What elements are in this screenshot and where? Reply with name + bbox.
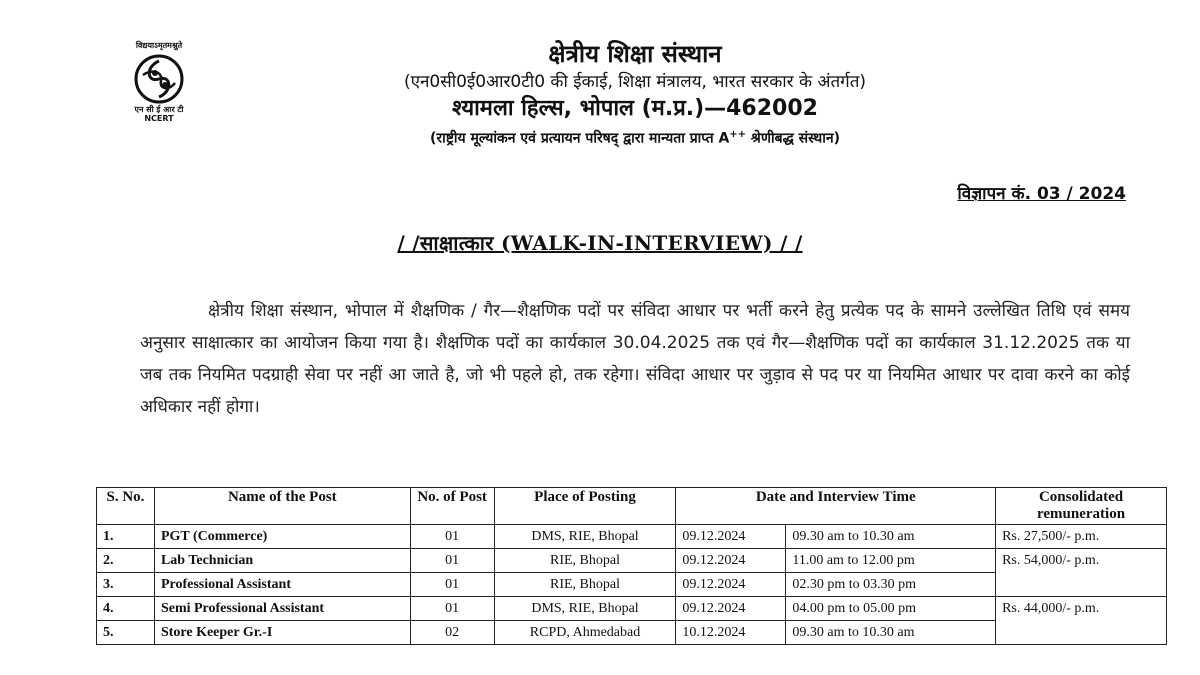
advertisement-number: विज्ञापन कं. 03 / 2024 <box>957 184 1126 204</box>
cell-count: 01 <box>410 573 494 597</box>
cell-time: 09.30 am to 10.30 am <box>786 621 996 645</box>
header-place: Place of Posting <box>494 488 676 525</box>
cell-place: RIE, Bhopal <box>494 573 676 597</box>
notice-heading: / /साक्षात्कार (WALK-IN-INTERVIEW) / / <box>397 231 803 255</box>
cell-post: Semi Professional Assistant <box>154 597 410 621</box>
cell-count: 01 <box>410 525 494 549</box>
letterhead <box>250 38 1020 150</box>
accreditation-suffix: श्रेणीबद्ध संस्थान) <box>746 130 841 147</box>
cell-sno: 4. <box>97 597 155 621</box>
cell-time: 02.30 pm to 03.30 pm <box>786 573 996 597</box>
cell-place: DMS, RIE, Bhopal <box>494 597 676 621</box>
cell-date: 09.12.2024 <box>676 525 786 549</box>
cell-place: DMS, RIE, Bhopal <box>494 525 676 549</box>
cell-date: 09.12.2024 <box>676 549 786 573</box>
table-row <box>97 597 1167 621</box>
accreditation-line <box>250 124 1020 150</box>
cell-post: Store Keeper Gr.-I <box>154 621 410 645</box>
cell-sno: 3. <box>97 573 155 597</box>
institute-title: क्षेत्रीय शिक्षा संस्थान <box>548 40 722 68</box>
cell-place: RCPD, Ahmedabad <box>494 621 676 645</box>
cell-time: 04.00 pm to 05.00 pm <box>786 597 996 621</box>
table-row <box>97 525 1167 549</box>
cell-remuneration: Rs. 27,500/- p.m. <box>996 525 1167 549</box>
ncert-logo <box>118 40 200 135</box>
cell-sno: 1. <box>97 525 155 549</box>
logo-org-english: NCERT <box>144 114 174 123</box>
cell-date: 09.12.2024 <box>676 597 786 621</box>
cell-post: Lab Technician <box>154 549 410 573</box>
cell-count: 01 <box>410 549 494 573</box>
institute-subtitle: (एन0सी0ई0आर0टी0 की ईकाई, शिक्षा मंत्रालय, भारत सरकार के अंतर्गत) <box>403 72 867 92</box>
header-sno: S. No. <box>97 488 155 525</box>
cell-post: Professional Assistant <box>154 573 410 597</box>
header-remuneration: Consolidated remuneration <box>996 488 1167 525</box>
header-post: Name of the Post <box>154 488 410 525</box>
header-count: No. of Post <box>410 488 494 525</box>
cell-sno: 2. <box>97 549 155 573</box>
cell-date: 09.12.2024 <box>676 573 786 597</box>
cell-date: 10.12.2024 <box>676 621 786 645</box>
accreditation-prefix: (राष्ट्रीय मूल्यांकन एवं प्रत्यायन परिषद् द्वारा मान्यता प्राप्त A <box>429 130 730 147</box>
table-row <box>97 549 1167 573</box>
cell-time: 09.30 am to 10.30 am <box>786 525 996 549</box>
logo-org-hindi: एन सी ई आर टी <box>134 105 184 114</box>
cell-remuneration: Rs. 54,000/- p.m. <box>996 549 1167 597</box>
posts-table <box>96 487 1167 645</box>
ncert-emblem-icon <box>133 53 185 105</box>
cell-remuneration: Rs. 44,000/- p.m. <box>996 597 1167 645</box>
notice-paragraph: क्षेत्रीय शिक्षा संस्थान, भोपाल में शैक्षणिक / गैर—शैक्षणिक पदों पर संविदा आधार पर भर्ती करने हेतु प्रत्येक पद के सामने उल्लेखित तिथि एवं समय अनुसार साक्षात्कार का आयोजन किया गया है। शैक्षणिक पदों का कार्यकाल 30.04.2025 तक एवं गैर—शैक्षणिक पदों का कार्यकाल 31.12.2025 तक या जब तक नियमित पदग्राही सेवा पर नहीं आ जाते है, जो भी पहले हो, तक रहेगा। संविदा आधार पर जुड़ाव से पद पर या नियमित आधार पर दावा करने का कोई अधिकार नहीं होगा। <box>140 301 1130 417</box>
cell-time: 11.00 am to 12.00 pm <box>786 549 996 573</box>
accreditation-grade: ++ <box>729 129 747 140</box>
institute-address: श्यामला हिल्स, भोपाल (म.प्र.)—462002 <box>452 96 818 121</box>
cell-place: RIE, Bhopal <box>494 549 676 573</box>
cell-post: PGT (Commerce) <box>154 525 410 549</box>
header-datetime: Date and Interview Time <box>676 488 996 525</box>
table-header-row <box>97 488 1167 525</box>
cell-sno: 5. <box>97 621 155 645</box>
cell-count: 01 <box>410 597 494 621</box>
cell-count: 02 <box>410 621 494 645</box>
logo-motto: विद्ययाऽमृतमश्नुते <box>135 41 183 50</box>
